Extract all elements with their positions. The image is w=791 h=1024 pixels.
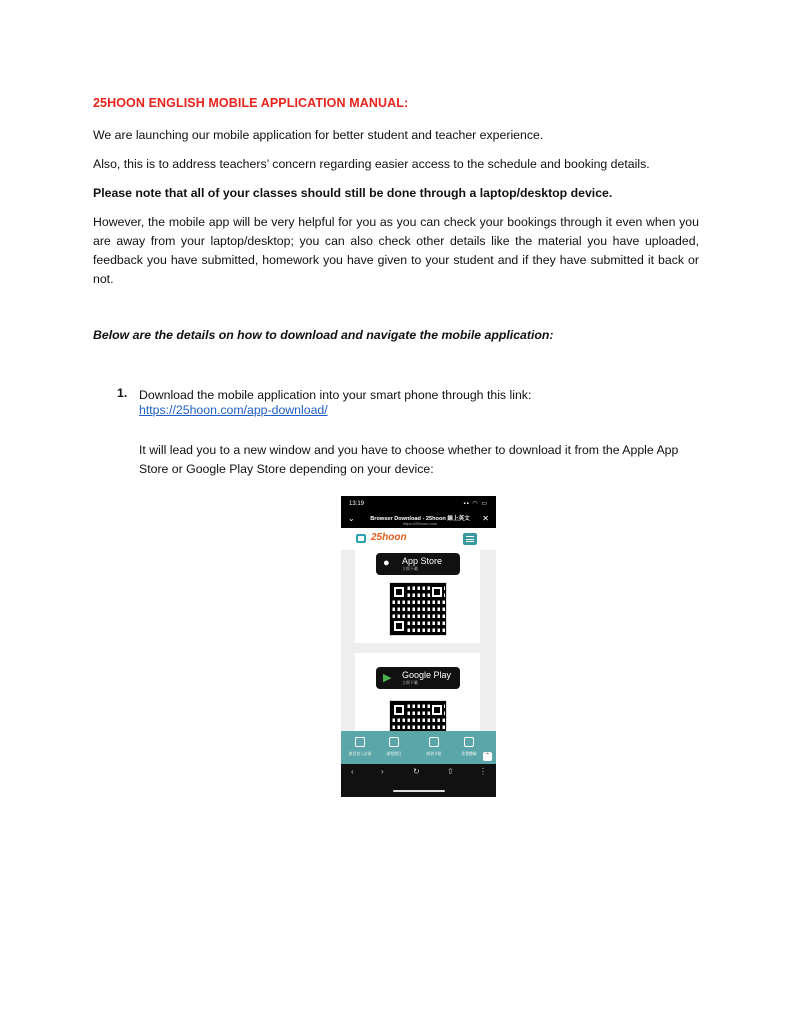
close-icon[interactable]: ✕ — [482, 514, 489, 523]
browser-bar — [341, 512, 496, 528]
document-title: 25HOON ENGLISH MOBILE APPLICATION MANUAL: — [93, 96, 409, 110]
nav-label: 免費體驗 — [461, 752, 477, 756]
back-icon[interactable]: ‹ — [351, 767, 354, 776]
google-play-label: Google Play — [402, 670, 452, 680]
nav-label: 課程價目 — [386, 752, 402, 756]
chevron-down-icon[interactable]: ⌄ — [348, 514, 355, 523]
app-store-label: App Store — [402, 556, 443, 566]
forward-icon[interactable]: › — [381, 767, 384, 776]
nav-label: 會員登入註冊 — [348, 752, 372, 756]
nav-item-pricing[interactable] — [379, 731, 409, 764]
apple-icon: ● — [383, 557, 390, 569]
app-store-qr-code — [389, 582, 447, 636]
site-logo: 25hoon — [371, 532, 407, 543]
person-icon — [355, 737, 365, 747]
website-content — [341, 528, 496, 731]
nav-label: 師資介紹 — [426, 752, 442, 756]
step-text: Download the mobile application into your smart phone through this link: — [139, 388, 532, 402]
nav-item-teachers[interactable] — [419, 731, 449, 764]
browser-url: https://25hoon.com — [402, 521, 438, 526]
status-time: 13:19 — [349, 501, 365, 507]
browser-title: Browser Download - 25hoon 線上英文 — [370, 516, 470, 522]
step-number: 1. — [117, 386, 128, 400]
step-followup-text: It will lead you to a new window and you have to choose whether to download it from the Apple App Store or Google Play Store depending on your device: — [139, 443, 679, 476]
app-store-sub: 立即下載 — [402, 566, 418, 571]
phone-screenshot — [341, 496, 496, 797]
google-play-icon: ▶ — [383, 672, 392, 684]
nav-item-trial[interactable] — [454, 731, 484, 764]
intro-paragraph: We are launching our mobile application for better student and teacher experience. — [93, 128, 544, 142]
google-play-card — [355, 653, 480, 731]
benefits-paragraph: However, the mobile app will be very helpful for you as you can check your bookings through it even when you are away from your laptop/desktop; you can also check other details like the material you have uploaded, feedback you have submitted, homework you have given to your student and if they have submitted it back or not. — [93, 215, 699, 286]
teacher-icon — [429, 737, 439, 747]
menu-icon[interactable] — [463, 533, 477, 545]
app-store-button[interactable] — [376, 553, 460, 575]
chart-icon — [464, 737, 474, 747]
status-bar — [341, 496, 496, 512]
download-link[interactable]: https://25hoon.com/app-download/ — [139, 403, 328, 417]
trophy-icon — [389, 737, 399, 747]
note-paragraph: Please note that all of your classes should still be done through a laptop/desktop device. — [93, 186, 613, 200]
google-play-button[interactable] — [376, 667, 460, 689]
home-indicator — [393, 790, 445, 792]
signal-icon: ▪▪ ◠ ▭ — [463, 501, 488, 507]
site-bottom-nav — [341, 731, 496, 764]
share-icon[interactable]: ⇧ — [447, 767, 454, 776]
google-play-qr-code — [389, 700, 447, 733]
app-store-card — [355, 550, 480, 643]
instructions-heading: Below are the details on how to download and navigate the mobile application: — [93, 328, 554, 342]
logo-icon — [356, 534, 366, 543]
purpose-paragraph: Also, this is to address teachers’ concern regarding easier access to the schedule and booking details. — [93, 157, 650, 171]
site-header — [341, 528, 496, 550]
scroll-up-icon[interactable]: ⌃ — [484, 753, 491, 759]
browser-toolbar — [341, 764, 496, 797]
google-play-sub: 立即下載 — [402, 680, 418, 685]
reload-icon[interactable]: ↻ — [413, 767, 420, 776]
more-icon[interactable]: ⋮ — [479, 767, 487, 776]
nav-item-login[interactable] — [345, 731, 375, 764]
